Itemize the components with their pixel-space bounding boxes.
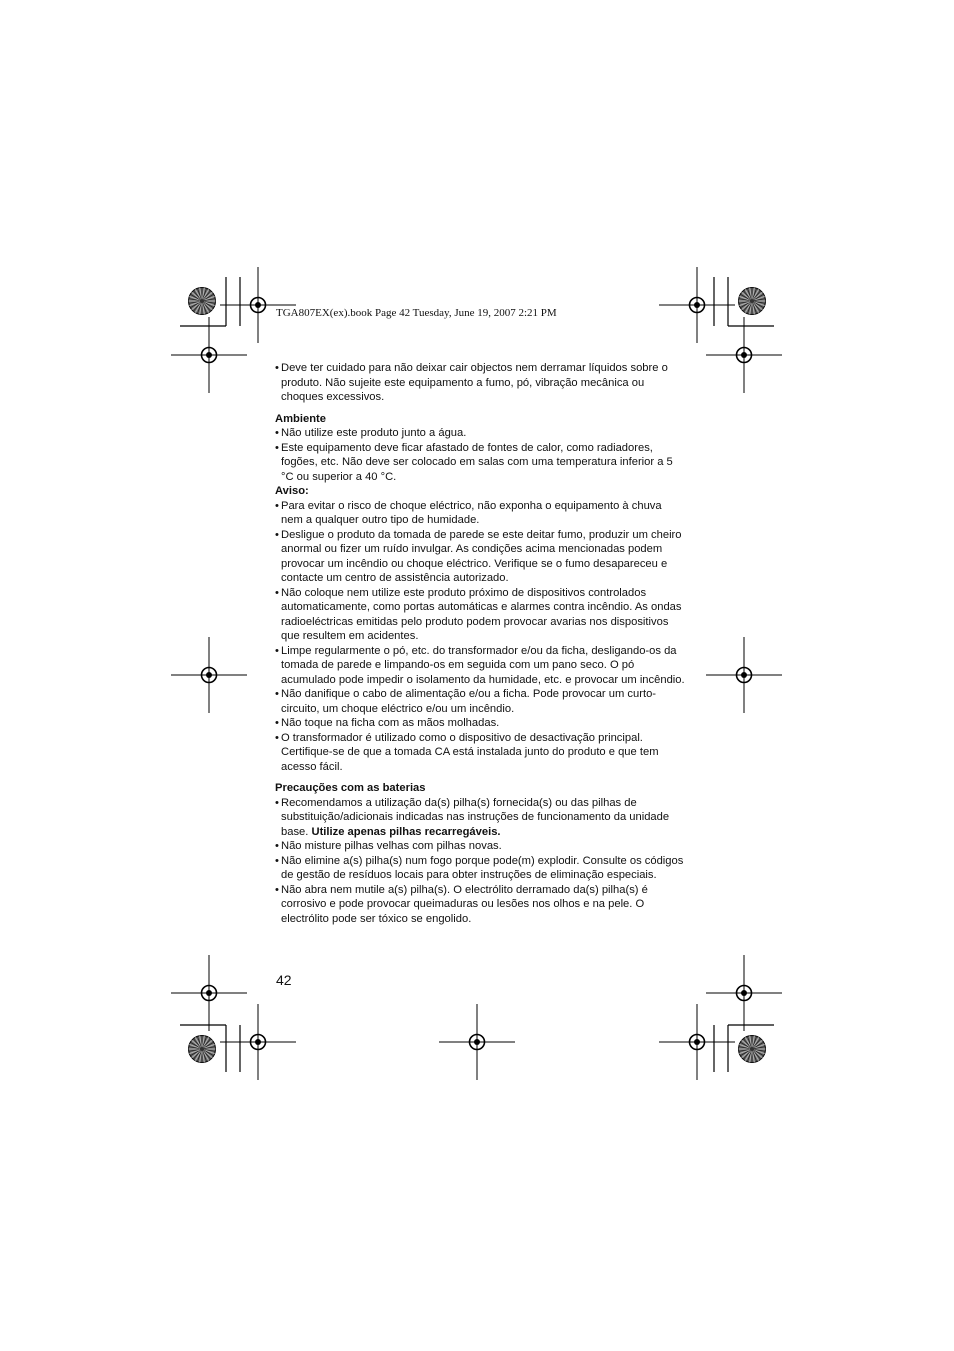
registration-mark	[706, 637, 782, 713]
book-header: TGA807EX(ex).book Page 42 Tuesday, June 19, 2007 2:21 PM	[276, 307, 557, 319]
registration-mark	[171, 955, 247, 1031]
registration-mark	[706, 317, 782, 393]
list-item: • Deve ter cuidado para não deixar cair objectos nem derramar líquidos sobre o produto. Não sujeite este equipamento a fumo, pó, vibração mecânica ou choques excessivos.	[275, 361, 685, 405]
starburst-mark	[189, 1036, 216, 1063]
page-content	[275, 361, 685, 926]
starburst-mark	[189, 288, 216, 315]
list-item: • Não misture pilhas velhas com pilhas novas.	[275, 839, 685, 854]
list-item: • Não danifique o cabo de alimentação e/ou a ficha. Pode provocar um curto-circuito, um choque eléctrico e/ou um incêndio.	[275, 687, 685, 716]
list-item: • Para evitar o risco de choque eléctrico, não exponha o equipamento à chuva nem a qualquer outro tipo de humidade.	[275, 499, 685, 528]
starburst-mark	[739, 1036, 766, 1063]
section-heading-ambiente: Ambiente	[275, 412, 326, 425]
list-item: • Não abra nem mutile a(s) pilha(s). O electrólito derramado da(s) pilha(s) é corrosivo e pode provocar queimaduras ou lesões nos olhos e na pele. O electrólito pode ser tóxico se engolido.	[275, 883, 685, 927]
registration-mark	[659, 267, 735, 343]
list-item: • Desligue o produto da tomada de parede se este deitar fumo, produzir um cheiro anormal ou fizer um ruído invulgar. As condições acima mencionadas podem provocar um incêndio ou choque eléctrico. Verifique se o fumo desapareceu e contacte um centro de assistência autorizado.	[275, 528, 685, 586]
section-heading-aviso: Aviso:	[275, 485, 309, 497]
list-item: • Limpe regularmente o pó, etc. do transformador e/ou da ficha, desligando-os da tomada de parede e limpando-os em seguida com um pano seco. O pó acumulado pode impedir o isolamento da humidade, etc. e provocar um incêndio.	[275, 644, 685, 688]
list-item-emphasis: Utilize apenas pilhas recarregáveis.	[311, 825, 501, 838]
starburst-mark	[739, 288, 766, 315]
list-item: • Não coloque nem utilize este produto próximo de dispositivos controlados automaticamente, como portas automáticas e alarmes contra incêndio. As ondas radioeléctricas emitidas pelo produto podem provocar avarias nos dispositivos que resultem em acidentes.	[275, 586, 685, 644]
registration-mark	[220, 1004, 296, 1080]
list-item: • Não elimine a(s) pilha(s) num fogo porque pode(m) explodir. Consulte os códigos de gestão de resíduos locais para obter instruções de eliminação especiais.	[275, 854, 685, 883]
registration-mark	[220, 267, 296, 343]
list-item: • O transformador é utilizado como o dispositivo de desactivação principal. Certifique-se de que a tomada CA está instalada junto do produto e que tem acesso fácil.	[275, 731, 685, 775]
list-item: • Não toque na ficha com as mãos molhadas.	[275, 716, 685, 731]
registration-mark	[171, 637, 247, 713]
list-item	[275, 796, 685, 840]
registration-mark	[439, 1004, 515, 1080]
section-heading-baterias: Precauções com as baterias	[275, 782, 426, 794]
list-item: • Este equipamento deve ficar afastado de fontes de calor, como radiadores, fogões, etc. Não deve ser colocado em salas com uma temperatura inferior a 5 °C ou superior a 40 °C.	[275, 441, 685, 485]
registration-mark	[659, 1004, 735, 1080]
registration-mark	[706, 955, 782, 1031]
registration-mark	[171, 317, 247, 393]
list-item-text: Recomendamos a utilização da(s) pilha(s) fornecida(s) ou das pilhas de substituição/adicionais indicadas nas instruções de funcionamento da unidade base.	[281, 796, 670, 838]
list-item: • Não utilize este produto junto a água.	[275, 426, 685, 441]
page-number: 42	[276, 972, 292, 988]
